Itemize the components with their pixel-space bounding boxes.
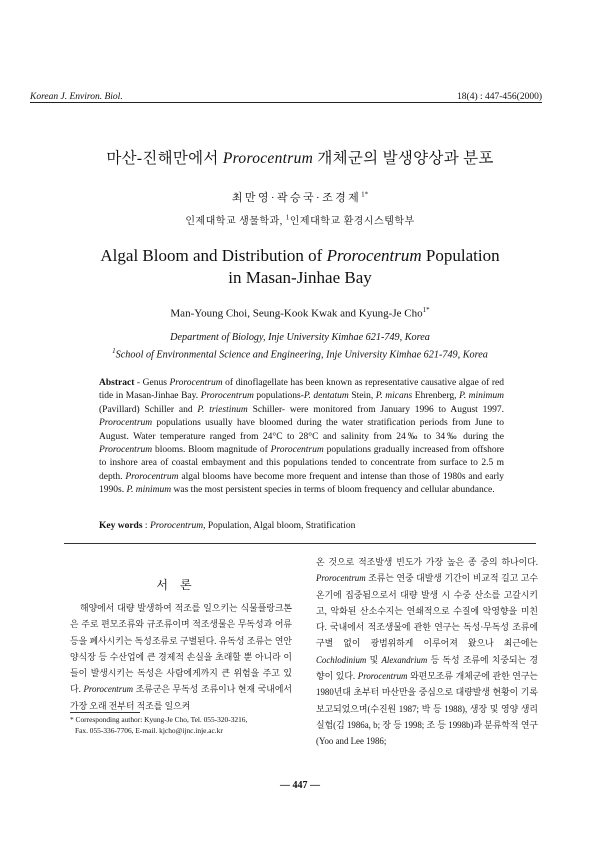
journal-name: Korean J. Environ. Biol. <box>30 92 123 102</box>
english-affiliations <box>0 331 600 361</box>
body-column-right <box>316 554 538 750</box>
english-authors: Man-Young Choi, Seung-Kook Kwak and Kyung-Je Cho$^{1*}$ <box>170 306 430 320</box>
korean-title: 마산-진해만에서 Prorocentrum 개체군의 발생양상과 분포 <box>106 150 494 167</box>
affiliation-2: $^1$School of Environmental Science and Engineering, Inje University Kimhae 621-749, Korea <box>112 346 488 360</box>
body-paragraph: 해양에서 대량 발생하여 적조를 일으키는 식물플랑크톤은 주로 편모조류와 규조류이며 적조생물은 무독성과 어류등을 폐사시키는 독성조류로 구별된다. 유독성 조류는 연안 양식장 등 수산업에 큰 경제적 손실을 초래할 뿐 아니라 이들이 발생시키는 독성은 사람에게까지 큰 위험을 주고 있다. Prorocentrum 조류군은 무독성 조류이나 현재 국내에서 가장 오래 전부터 적조를 일으켜 <box>70 603 292 711</box>
korean-authors-mark: 1* <box>361 190 369 199</box>
page-number: — 447 — <box>280 780 320 791</box>
footnote-line-2: Fax. 055-336-7706, E-mail. kjcho@ijnc.inje.ac.kr <box>75 725 223 735</box>
keywords: Key words : Prorocentrum, Population, Algal bloom, Stratification <box>99 521 356 531</box>
english-title-genus: Prorocentrum <box>326 246 422 265</box>
section-heading: 서론 <box>156 578 204 592</box>
footnote <box>70 715 300 736</box>
body-paragraph: 온 것으로 적조발생 빈도가 가장 높은 종 중의 하나이다. Prorocentrum 조류는 연중 대발생 기간이 비교적 길고 고수온기에 집중됨으로서 대량 발생 시 수중 산소를 고갈시키고, 악화된 산소수지는 연쇄적으로 수질에 악영향을 미친다. 국내에서 적조생물에 관한 연구는 독성·무독성 조류에 구별 없이 광범위하게 이루어져 왔으나 최근에는 Cochlodinium 및 Alexandrium 등 독성 조류에 치중되는 경향이 있다. Prorocentrum 와편모조류 개체군에 관한 연구는 1980년대 초부터 마산만을 중심으로 대량발생 현황이 기록 보고되었으며(수진원 1987; 박 등 1988), 생장 및 영양 생리 실험(김 1986a, b; 장 등 1998; 조 등 1998b)과 분류학적 연구(Yoo and Lee 1986; <box>316 557 539 747</box>
keywords-label: Key words <box>99 521 143 531</box>
running-header <box>30 88 542 102</box>
abstract-label: Abstract <box>99 378 135 388</box>
footnote-rule <box>70 712 140 713</box>
korean-authors: 최만영·곽승국·조경제$^{1*}$ <box>231 190 369 204</box>
abstract: Abstract - Genus Prorocentrum of dinoflagellate has been known as representative causative algae of red tide in Masan-Jinhae Bay. Prorocentrum populations-P. dentatum Stein, P. micans Ehrenberg, P. minimum (Pavillard) Schiller and P. triestinum Schiller- were monitored from January 1996 to August 1997. Prorocentrum populations usually have bloomed during the water stratification periods from June to August. Water temperature ranged from 24°C to 28°C and salinity from 24‰ to 34‰ during the Prorocentrum blooms. Bloom magnitude of Prorocentrum populations gradually increased from offshore to inshore area of coastal embayment and this populations tended to concentrate from surface to 2.5 m depth. Prorocentrum algal blooms have become more frequent and intense than those of 1980s and early 1990s. P. minimum was the most persistent species in terms of bloom frequency and cellular abundance. <box>99 378 505 496</box>
affiliation-1: Department of Biology, Inje University Kimhae 621-749, Korea <box>170 332 430 343</box>
section-rule <box>64 543 536 544</box>
english-title: Algal Bloom and Distribution of Prorocentrum Population in Masan-Jinhae Bay <box>100 246 500 287</box>
english-title-line2: in Masan-Jinhae Bay <box>228 268 372 287</box>
footnote-line-1: * Corresponding author: Kyung-Je Cho, Tel. 055-320-3216, <box>70 715 248 724</box>
citation: 18(4) : 447-456(2000) <box>457 92 542 102</box>
header-rule <box>30 102 542 103</box>
body-column-left <box>70 600 292 714</box>
korean-title-genus: Prorocentrum <box>222 150 314 167</box>
korean-affiliation: 인제대학교 생물학과, $^1$인제대학교 환경시스템학부 <box>185 213 415 227</box>
